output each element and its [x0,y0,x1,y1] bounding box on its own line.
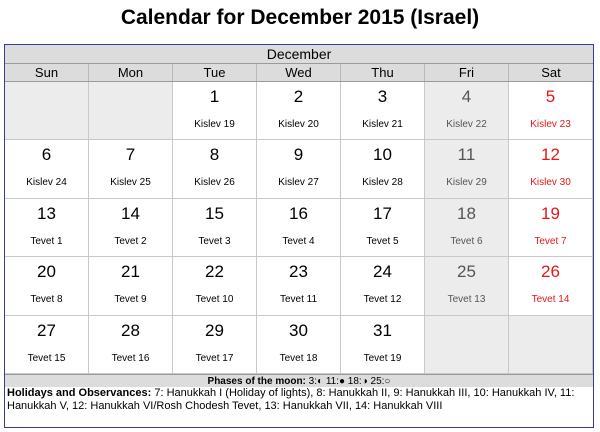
hebrew-date: Tevet 5 [366,235,399,247]
day-cell[interactable] [425,82,509,140]
hebrew-date: Tevet 7 [534,235,567,247]
weekday-mon: Mon [89,64,173,81]
hebrew-date: Kislev 24 [26,177,67,189]
hebrew-date: Kislev 21 [362,119,403,130]
hebrew-date: Kislev 22 [446,119,487,130]
day-grid [5,82,593,374]
day-number: 18 [457,203,476,223]
day-cell[interactable] [173,316,257,374]
hebrew-date: Kislev 26 [194,177,235,189]
day-cell[interactable] [257,199,341,257]
day-number: 8 [209,145,220,165]
day-cell[interactable] [341,199,425,257]
day-cell[interactable] [89,199,173,257]
hebrew-date: Kislev 19 [194,119,235,130]
day-number: 21 [121,262,140,282]
hebrew-date: Tevet 4 [282,235,315,247]
hebrew-date: Kislev 20 [278,119,319,130]
day-number: 7 [125,145,136,165]
day-number: 11 [457,145,476,165]
hebrew-date: Tevet 8 [30,294,63,306]
moon-phases-label: Phases of the moon: [207,376,306,387]
day-number: 9 [293,145,304,165]
day-cell[interactable] [89,257,173,315]
weekday-header-row [5,64,593,82]
weekday-wed: Wed [257,64,341,81]
day-number: 31 [373,320,392,340]
day-cell[interactable] [173,82,257,140]
hebrew-date: Tevet 3 [198,235,231,247]
day-number: 27 [37,320,56,340]
day-number: 1 [209,87,220,106]
day-cell[interactable] [89,316,173,374]
empty-day-cell [89,82,173,140]
day-number: 24 [373,262,392,282]
day-cell[interactable] [89,140,173,198]
day-number: 2 [293,87,304,106]
day-number: 22 [205,262,224,282]
holidays-label: Holidays and Observances: [7,387,152,399]
day-number: 28 [121,320,140,340]
month-header: December [5,45,593,64]
empty-day-cell [425,316,509,374]
day-cell[interactable] [257,316,341,374]
day-number: 16 [289,203,308,223]
weekday-thu: Thu [341,64,425,81]
day-number: 5 [545,87,556,106]
day-cell[interactable] [509,199,593,257]
hebrew-date: Kislev 23 [530,119,571,130]
day-number: 12 [541,145,560,165]
day-number: 26 [541,262,560,282]
day-cell[interactable] [509,140,593,198]
day-cell[interactable] [425,140,509,198]
hebrew-date: Tevet 6 [450,235,483,247]
holidays-text: 7: Hanukkah I (Holiday of lights), 8: Hanukkah II, 9: Hanukkah III, 10: Hanukkah IV, 11: Hanukkah V, 12: Hanukkah VI/Rosh Chodesh Tevet, 13: Hanukkah VII, 14: Hanukkah VIII [7,387,575,412]
moon-phases [5,374,593,387]
empty-day-cell [5,82,89,140]
day-cell[interactable] [5,140,89,198]
day-number: 17 [373,203,392,223]
day-number: 25 [457,262,476,282]
moon-phases-values: 3:◐ 11:● 18:◑ 25:○ [308,376,391,387]
day-number: 19 [541,203,560,223]
weekday-sun: Sun [5,64,89,81]
day-number: 14 [121,203,140,223]
day-cell[interactable] [173,140,257,198]
day-cell[interactable] [5,316,89,374]
day-cell[interactable] [257,82,341,140]
day-number: 13 [37,203,56,223]
day-cell[interactable] [341,257,425,315]
day-cell[interactable] [5,199,89,257]
day-number: 15 [205,203,224,223]
day-cell[interactable] [509,82,593,140]
holidays-list [7,387,591,413]
day-number: 30 [289,320,308,340]
day-number: 20 [37,262,56,282]
day-cell[interactable] [257,140,341,198]
day-cell[interactable] [341,82,425,140]
weekday-fri: Fri [425,64,509,81]
day-cell[interactable] [5,257,89,315]
hebrew-date: Tevet 19 [363,352,402,364]
hebrew-date: Tevet 10 [195,294,234,306]
day-number: 29 [205,320,224,340]
hebrew-date: Kislev 30 [530,177,571,189]
hebrew-date: Tevet 2 [114,235,147,247]
hebrew-date: Tevet 13 [447,294,486,306]
day-number: 4 [461,87,472,106]
day-number: 10 [373,145,392,165]
hebrew-date: Tevet 12 [363,294,402,306]
day-cell[interactable] [341,140,425,198]
hebrew-date: Kislev 25 [110,177,151,189]
hebrew-date: Tevet 11 [279,294,318,306]
hebrew-date: Kislev 29 [446,177,487,189]
day-cell[interactable] [173,257,257,315]
weekday-tue: Tue [173,64,257,81]
day-cell[interactable] [509,257,593,315]
day-cell[interactable] [425,199,509,257]
day-cell[interactable] [341,316,425,374]
day-cell[interactable] [425,257,509,315]
hebrew-date: Tevet 9 [114,294,147,306]
day-cell[interactable] [257,257,341,315]
hebrew-date: Tevet 15 [27,352,66,364]
hebrew-date: Kislev 28 [362,177,403,189]
hebrew-date: Tevet 17 [195,352,234,364]
hebrew-date: Tevet 1 [30,235,63,247]
weekday-sat: Sat [541,65,561,80]
hebrew-date: Tevet 14 [531,294,570,306]
empty-day-cell [509,316,593,374]
page-title: Calendar for December 2015 (Israel) [120,6,480,29]
day-number: 23 [289,262,308,282]
day-number: 3 [377,87,388,106]
hebrew-date: Tevet 18 [279,352,318,364]
hebrew-date: Kislev 27 [278,177,319,189]
calendar-frame [4,44,594,428]
hebrew-date: Tevet 16 [111,352,150,364]
day-cell[interactable] [173,199,257,257]
day-number: 6 [41,145,52,165]
